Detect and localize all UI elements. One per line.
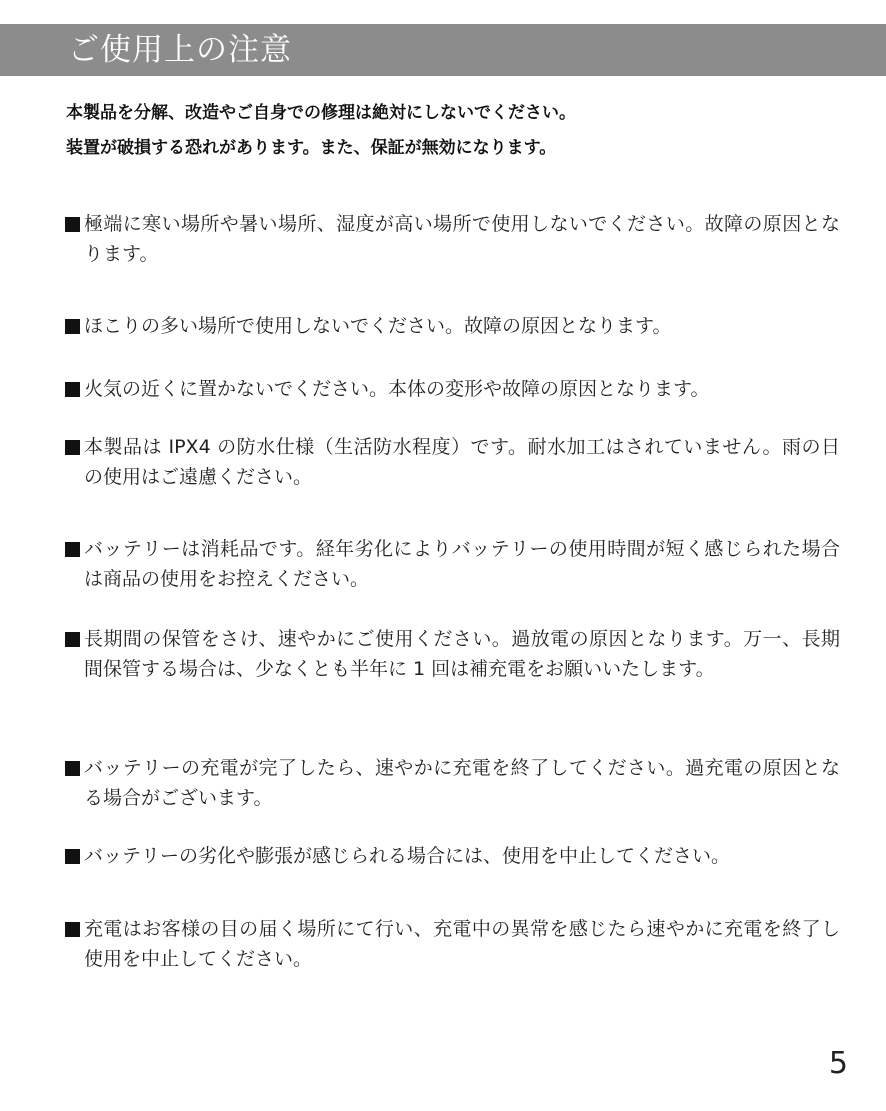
warning-block <box>66 96 846 166</box>
notice-item-dust <box>64 311 840 341</box>
bullet-square-icon <box>64 624 84 654</box>
notice-text: バッテリーの充電が完了したら、速やかに充電を終了してください。過充電の原因となる場合がございます。 <box>84 757 840 809</box>
notice-item-waterproof <box>64 432 840 492</box>
notice-item-charging-supervision <box>64 914 840 974</box>
notice-text: バッテリーの劣化や膨張が感じられる場合には、使用を中止してください。 <box>84 845 731 867</box>
notice-text: 極端に寒い場所や暑い場所、湿度が高い場所で使用しないでください。故障の原因となります。 <box>84 213 840 265</box>
section-header-bar <box>0 24 886 76</box>
bullet-square-icon <box>64 432 84 462</box>
bullet-square-icon <box>64 374 84 404</box>
notice-item-extreme-temperature <box>64 209 840 269</box>
notice-text: 充電はお客様の目の届く場所にて行い、充電中の異常を感じたら速やかに充電を終了し使用を中止してください。 <box>84 918 840 970</box>
notice-item-long-term-storage <box>64 624 840 684</box>
bullet-square-icon <box>64 534 84 564</box>
notice-item-battery-swelling <box>64 841 840 871</box>
notice-text: 火気の近くに置かないでください。本体の変形や故障の原因となります。 <box>84 378 710 400</box>
notice-text: ほこりの多い場所で使用しないでください。故障の原因となります。 <box>84 315 672 337</box>
notice-text: バッテリーは消耗品です。経年劣化によりバッテリーの使用時間が短く感じられた場合は商品の使用をお控えください。 <box>84 538 840 590</box>
bullet-square-icon <box>64 209 84 239</box>
page-number: 5 <box>828 1046 848 1081</box>
notice-item-battery-consumable <box>64 534 840 594</box>
bullet-square-icon <box>64 914 84 944</box>
bullet-square-icon <box>64 753 84 783</box>
section-title: ご使用上の注意 <box>68 32 292 68</box>
notice-text: 本製品は IPX4 の防水仕様（生活防水程度）です。耐水加工はされていません。雨の日の使用はご遠慮ください。 <box>84 436 840 488</box>
notice-item-charge-complete <box>64 753 840 813</box>
warning-line: 装置が破損する恐れがあります。また、保証が無効になります。 <box>66 138 557 158</box>
notice-text: 長期間の保管をさけ、速やかにご使用ください。過放電の原因となります。万一、長期間保管する場合は、少なくとも半年に 1 回は補充電をお願いいたします。 <box>84 628 840 680</box>
bullet-square-icon <box>64 841 84 871</box>
warning-line: 本製品を分解、改造やご自身での修理は絶対にしないでください。 <box>66 103 576 123</box>
bullet-square-icon <box>64 311 84 341</box>
notice-item-fire <box>64 374 840 404</box>
